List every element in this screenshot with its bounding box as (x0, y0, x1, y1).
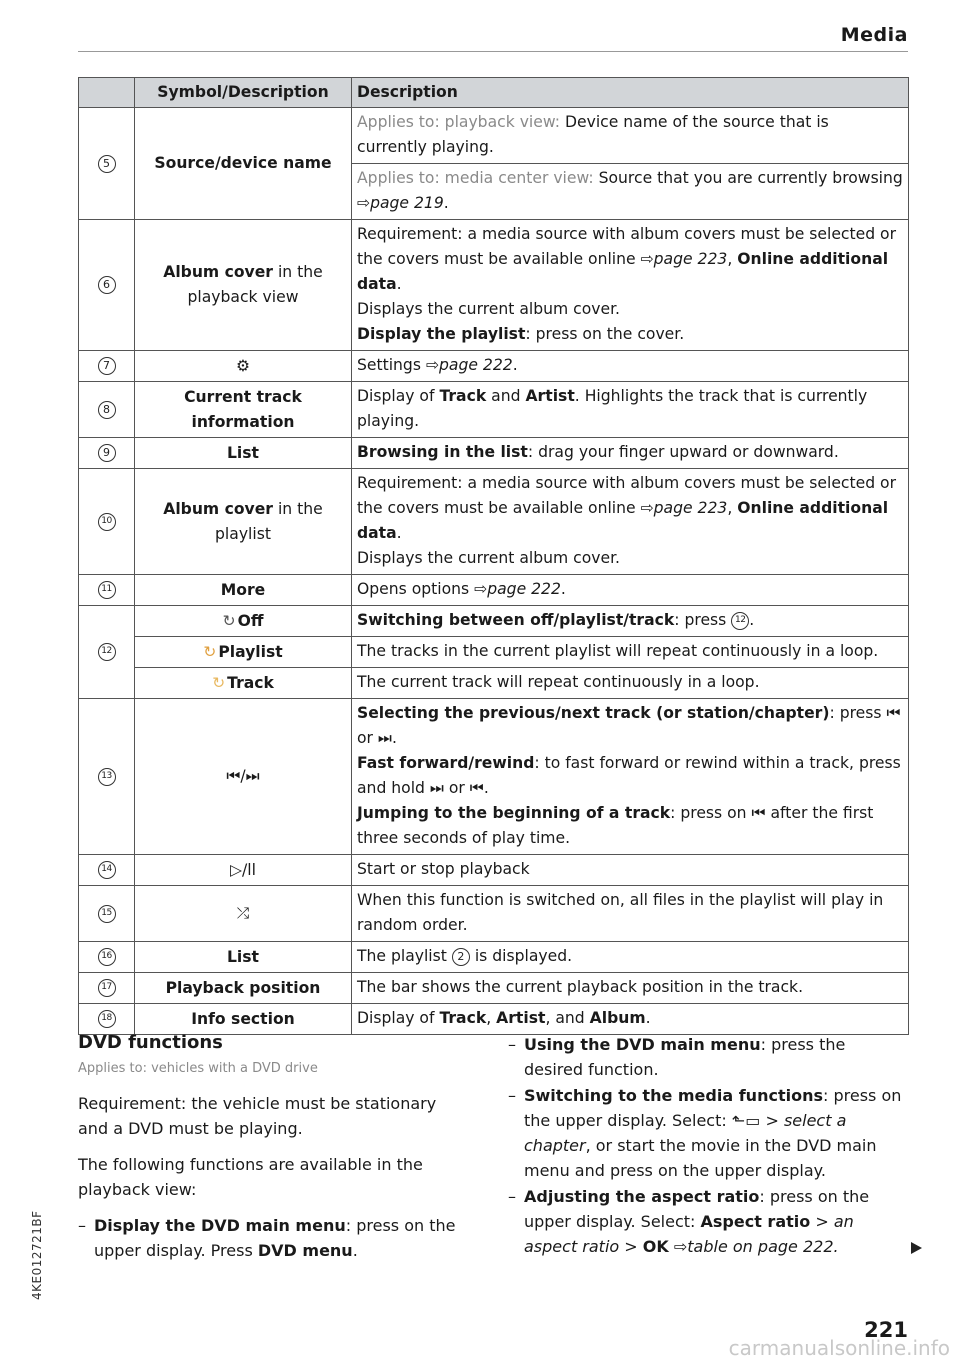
row-description: The tracks in the current playlist will repeat continuously in a loop. (352, 637, 909, 668)
table-row (79, 973, 909, 1004)
row-label: List (135, 942, 352, 973)
header-divider (78, 51, 908, 52)
section-title: Media (840, 24, 908, 46)
row-number: 8 (79, 382, 135, 438)
document-code: 4KE012721BF (30, 1210, 44, 1300)
row-description: Switching between off/playlist/track: press 12 . (352, 606, 909, 637)
table-row (79, 886, 909, 942)
shuffle-icon: ⤮ (135, 886, 352, 942)
table-row (79, 575, 909, 606)
row-number: 10 (79, 469, 135, 575)
row-description: Applies to: media center view: Source that you are currently browsing ⇨page 219. (352, 164, 909, 220)
table-row (79, 606, 909, 637)
row-number: 15 (79, 886, 135, 942)
repeat-icon: ↻ (222, 611, 236, 630)
table-row (79, 637, 909, 668)
repeat-playlist-label: ↻ Playlist (135, 637, 352, 668)
row-description: Start or stop playback (352, 855, 909, 886)
dvd-requirement: Requirement: the vehicle must be stationary and a DVD must be playing. (78, 1094, 437, 1138)
repeat-playlist-icon: ↻ (203, 642, 217, 661)
row-label: Album cover in the playback view (135, 220, 352, 351)
table-row (79, 855, 909, 886)
row-number: 18 (79, 1004, 135, 1035)
row-description: Applies to: playback view: Device name of the source that is currently playing. (352, 108, 909, 164)
dvd-applies: Applies to: vehicles with a DVD drive (78, 1061, 318, 1076)
dvd-title: DVD functions (78, 1032, 223, 1053)
row-description: Browsing in the list: drag your finger upward or downward. (352, 438, 909, 469)
row-number: 17 (79, 973, 135, 1004)
table-row (79, 220, 909, 351)
watermark: carmanualsonline.info (728, 1336, 950, 1360)
table-row (79, 108, 909, 164)
list-item: – Display the DVD main menu: press on the upper display. Press DVD menu. (78, 1213, 470, 1263)
row-number: 5 (79, 108, 135, 220)
row-label: Source/device name (135, 108, 352, 220)
list-item: – Adjusting the aspect ratio: press on the upper display. Select: Aspect ratio > an aspect ratio > OK ⇨table on page 222. (508, 1184, 908, 1259)
row-description: Settings ⇨page 222. (352, 351, 909, 382)
repeat-track-icon: ↻ (212, 673, 226, 692)
dvd-list-right (508, 1032, 908, 1259)
row-label: Album cover in the playlist (135, 469, 352, 575)
row-description: The current track will repeat continuously in a loop. (352, 668, 909, 699)
header-symbol: Symbol/Description (135, 78, 352, 108)
dvd-intro: The following functions are available in the playback view: (78, 1155, 423, 1199)
row-label: List (135, 438, 352, 469)
row-number: 13 (79, 699, 135, 855)
dvd-section-left (78, 1030, 470, 1264)
row-number: 6 (79, 220, 135, 351)
play-pause-icon: ▷/ll (135, 855, 352, 886)
dvd-list-left (78, 1213, 470, 1263)
row-number: 14 (79, 855, 135, 886)
dvd-section-right (508, 1032, 908, 1260)
row-number: 16 (79, 942, 135, 973)
continue-arrow-icon (911, 1242, 922, 1254)
table-row (79, 469, 909, 575)
row-label: Info section (135, 1004, 352, 1035)
repeat-off-label: ↻ Off (135, 606, 352, 637)
previous-next-icon: ⏮/⏭ (135, 699, 352, 855)
symbol-table (78, 77, 909, 1035)
row-number: 11 (79, 575, 135, 606)
gear-icon: ⚙ (135, 351, 352, 382)
table-row (79, 351, 909, 382)
row-number: 7 (79, 351, 135, 382)
list-item: – Switching to the media functions: press on the upper display. Select: ⬑▭ > select a chapter, or start the movie in the DVD main menu and press on the upper display. (508, 1083, 908, 1183)
list-item: – Using the DVD main menu: press the desired function. (508, 1032, 908, 1082)
row-description: Display of Track, Artist, and Album. (352, 1004, 909, 1035)
table-row (79, 942, 909, 973)
row-description: The bar shows the current playback position in the track. (352, 973, 909, 1004)
row-description: Requirement: a media source with album covers must be selected or the covers must be available online ⇨page 223, Online additional data. Displays the current album cover. Display the playlist: press on the cover. (352, 220, 909, 351)
row-label: More (135, 575, 352, 606)
table-header-row (79, 78, 909, 108)
row-description: The playlist 2 is displayed. (352, 942, 909, 973)
table-row (79, 668, 909, 699)
row-number: 9 (79, 438, 135, 469)
row-description: Opens options ⇨page 222. (352, 575, 909, 606)
header-number-cell (79, 78, 135, 108)
row-description: Selecting the previous/next track (or station/chapter): press ⏮ or ⏭. Fast forward/rewind: to fast forward or rewind within a track, press and hold ⏭ or ⏮. Jumping to the beginning of a track: press on ⏮ after the first three seconds of play time. (352, 699, 909, 855)
back-icon: ⬑▭ (731, 1111, 761, 1130)
page-number: 221 (864, 1318, 908, 1342)
row-description: Display of Track and Artist. Highlights the track that is currently playing. (352, 382, 909, 438)
table-row (79, 382, 909, 438)
row-label: Playback position (135, 973, 352, 1004)
row-description: When this function is switched on, all files in the playlist will play in random order. (352, 886, 909, 942)
row-label: Current track information (135, 382, 352, 438)
row-number: 12 (79, 606, 135, 699)
header-description: Description (352, 78, 909, 108)
table-row (79, 438, 909, 469)
table-row (79, 699, 909, 855)
row-description: Requirement: a media source with album covers must be selected or the covers must be available online ⇨page 223, Online additional data. Displays the current album cover. (352, 469, 909, 575)
repeat-track-label: ↻ Track (135, 668, 352, 699)
